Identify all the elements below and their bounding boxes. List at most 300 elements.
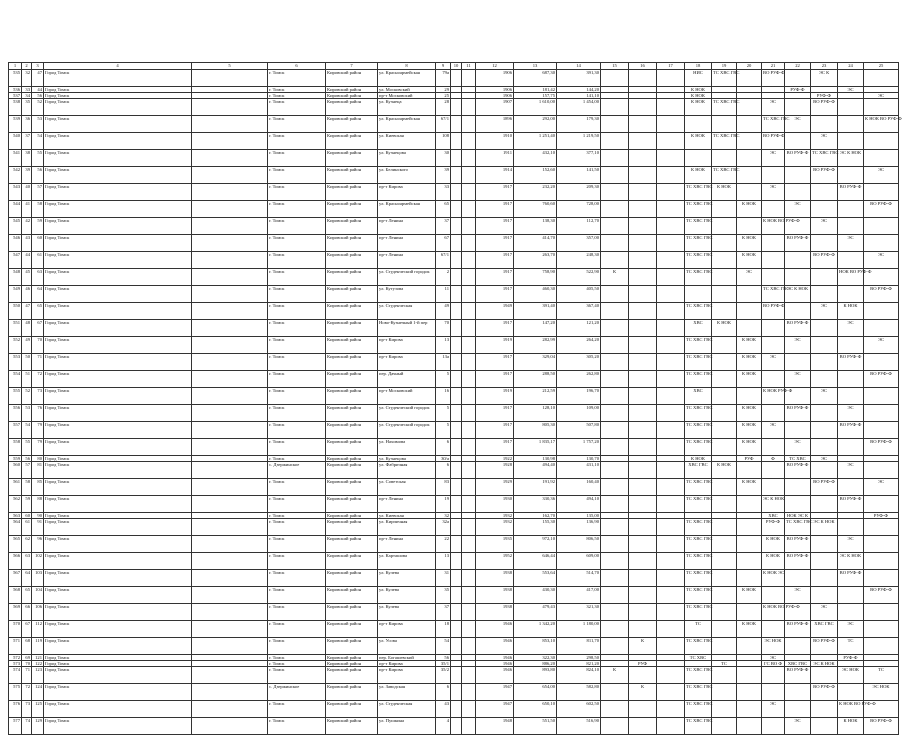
table-cell	[657, 235, 685, 252]
table-cell: ул. Студенческая	[378, 303, 436, 320]
table-cell: 576	[9, 701, 22, 718]
table-cell: Кировский район	[326, 320, 378, 337]
table-cell: Кировский район	[326, 667, 378, 684]
table-cell: ЭС	[785, 371, 811, 388]
table-cell: ВО РУФ-Ф	[811, 479, 838, 496]
table-cell	[864, 553, 899, 570]
table-cell: НИС	[685, 70, 712, 87]
table-cell: г. Томск	[268, 456, 326, 462]
table-cell: К НОК	[838, 718, 864, 735]
table-cell: 22	[436, 536, 451, 553]
table-cell: ВО РУФ-Ф	[838, 422, 864, 439]
table-cell: ЭС	[864, 479, 899, 496]
table-cell: ул. Красноармейская	[378, 201, 436, 218]
table-cell	[629, 479, 657, 496]
table-cell: 567	[9, 570, 22, 587]
table-cell	[685, 150, 712, 167]
table-cell: ТС ХВС ГВС	[685, 701, 712, 718]
table-cell: К НОК ВО РУФ-Ф	[864, 116, 899, 133]
table-row	[9, 218, 899, 235]
table-cell: 539	[9, 116, 22, 133]
table-cell: 886,20	[514, 661, 557, 667]
table-cell	[712, 667, 737, 684]
table-cell	[192, 587, 268, 604]
table-cell	[601, 371, 629, 388]
table-cell	[712, 439, 737, 456]
table-cell: ВО РУФ-Ф	[811, 684, 838, 701]
table-cell: ТС ХВС ГВС	[685, 479, 712, 496]
table-cell: 37	[436, 218, 451, 235]
table-cell	[737, 462, 762, 479]
table-cell: 67	[32, 320, 44, 337]
table-cell: 76	[32, 405, 44, 422]
table-cell: 2	[436, 269, 451, 286]
table-cell	[462, 388, 476, 405]
table-cell	[712, 718, 737, 735]
table-cell	[657, 354, 685, 371]
table-cell	[192, 116, 268, 133]
table-cell: пр-т Ленина	[378, 496, 436, 513]
table-cell	[462, 354, 476, 371]
table-cell: 1946	[476, 621, 514, 638]
table-cell: ТС ХВС ГВС	[685, 269, 712, 286]
table-cell: 562	[9, 496, 22, 513]
table-cell	[864, 303, 899, 320]
table-cell: Город Томск	[44, 479, 192, 496]
table-cell: ТС ХВС ГВС	[685, 667, 712, 684]
table-cell	[657, 388, 685, 405]
table-cell: 460,30	[514, 286, 557, 303]
table-cell	[601, 133, 629, 150]
table-cell: ТС ХВС	[685, 655, 712, 661]
table-cell: 79а	[436, 70, 451, 87]
table-cell: 405,50	[557, 286, 601, 303]
table-cell: 516,90	[557, 718, 601, 735]
table-cell: ЭС К НОК	[838, 150, 864, 167]
table-cell	[737, 99, 762, 116]
table-cell: Кировский район	[326, 93, 378, 99]
table-cell	[864, 354, 899, 371]
table-cell: 32	[22, 70, 32, 87]
table-cell: Кировский район	[326, 354, 378, 371]
table-cell	[451, 587, 462, 604]
table-cell	[462, 167, 476, 184]
table-cell	[811, 496, 838, 513]
table-cell: г. Томск	[268, 701, 326, 718]
table-cell: 68	[22, 638, 32, 655]
table-cell: Город Томск	[44, 201, 192, 218]
table-cell	[601, 638, 629, 655]
table-cell	[451, 184, 462, 201]
table-cell: 32а	[436, 519, 451, 536]
table-cell	[462, 184, 476, 201]
table-cell: г. Томск	[268, 371, 326, 388]
table-cell: пр-т Московский	[378, 93, 436, 99]
table-cell	[657, 422, 685, 439]
table-cell: 572	[9, 655, 22, 661]
table-cell	[838, 684, 864, 701]
table-cell: 108	[436, 133, 451, 150]
table-cell: 537	[9, 93, 22, 99]
column-header: 9	[436, 63, 451, 70]
table-cell: 31	[436, 570, 451, 587]
table-cell: 1910	[476, 133, 514, 150]
table-cell: 577	[9, 718, 22, 735]
table-cell	[864, 99, 899, 116]
table-row	[9, 684, 899, 701]
table-cell: 51	[22, 371, 32, 388]
table-cell: 47	[32, 70, 44, 87]
table-cell	[737, 718, 762, 735]
table-cell: Ф	[762, 456, 785, 462]
table-cell: Ново-Кузнечный 1-й пер	[378, 320, 436, 337]
table-cell	[629, 167, 657, 184]
table-cell	[629, 604, 657, 621]
table-cell: Город Томск	[44, 167, 192, 184]
table-cell: 1917	[476, 354, 514, 371]
table-cell: ВО РУФ-Ф	[811, 252, 838, 269]
table-cell: 6	[436, 439, 451, 456]
table-cell: 805,30	[514, 422, 557, 439]
table-cell: 65	[22, 587, 32, 604]
table-cell	[629, 667, 657, 684]
table-cell: ЭС	[785, 587, 811, 604]
table-cell	[629, 252, 657, 269]
table-cell: 1932	[476, 513, 514, 519]
table-cell	[192, 422, 268, 439]
table-cell	[811, 116, 838, 133]
table-cell: 573	[9, 661, 22, 667]
table-cell: 972,10	[514, 536, 557, 553]
table-cell	[785, 701, 811, 718]
table-cell: 83	[436, 479, 451, 496]
table-cell	[838, 519, 864, 536]
table-cell	[629, 718, 657, 735]
table-cell: г. Томск	[268, 116, 326, 133]
table-cell: г. Томск	[268, 252, 326, 269]
table-cell	[838, 201, 864, 218]
table-cell	[192, 337, 268, 354]
table-cell	[657, 684, 685, 701]
table-cell	[451, 252, 462, 269]
table-cell	[629, 536, 657, 553]
table-cell: г. Томск	[268, 388, 326, 405]
table-row	[9, 337, 899, 354]
table-cell: 181,42	[514, 87, 557, 93]
table-cell: 824,10	[557, 667, 601, 684]
table-cell: ХВС	[685, 320, 712, 337]
table-cell: К НОК	[685, 87, 712, 93]
table-cell: г. Томск	[268, 269, 326, 286]
table-cell	[762, 252, 785, 269]
table-cell	[712, 587, 737, 604]
table-row	[9, 167, 899, 184]
table-row	[9, 133, 899, 150]
table-cell: Город Томск	[44, 388, 192, 405]
table-cell: 1928	[476, 462, 514, 479]
table-cell: Город Томск	[44, 655, 192, 661]
table-cell	[864, 570, 899, 587]
table-cell: ВО РУФ-Ф	[785, 150, 811, 167]
table-cell	[737, 701, 762, 718]
table-cell: г. Томск	[268, 337, 326, 354]
table-cell: 39	[22, 167, 32, 184]
table-cell	[712, 479, 737, 496]
table-cell	[712, 218, 737, 235]
table-row	[9, 286, 899, 303]
table-cell: г. Томск	[268, 479, 326, 496]
table-cell	[601, 536, 629, 553]
table-cell	[838, 99, 864, 116]
table-cell	[192, 133, 268, 150]
table-cell: ул. Студенческий городок	[378, 422, 436, 439]
table-cell: ТС ХВС ГВС	[685, 405, 712, 422]
table-cell	[657, 303, 685, 320]
table-cell: 321,30	[557, 604, 601, 621]
table-cell	[601, 462, 629, 479]
table-cell	[451, 303, 462, 320]
table-cell: 430,30	[514, 587, 557, 604]
table-cell	[762, 479, 785, 496]
table-cell: 48	[22, 320, 32, 337]
table-cell: ЭС	[864, 252, 899, 269]
table-cell: 56	[436, 655, 451, 661]
table-cell	[601, 167, 629, 184]
table-cell	[601, 201, 629, 218]
table-cell: 551,50	[514, 718, 557, 735]
table-cell: ТС ХВС ГВС	[685, 553, 712, 570]
table-cell	[451, 320, 462, 337]
table-cell: Кировский район	[326, 496, 378, 513]
table-cell: К НОК	[737, 422, 762, 439]
table-cell	[451, 553, 462, 570]
column-header: 12	[476, 63, 514, 70]
table-cell: К НОК	[685, 99, 712, 116]
table-cell	[629, 116, 657, 133]
table-cell	[629, 553, 657, 570]
table-cell: пр-т Кирова	[378, 184, 436, 201]
table-cell: ул. Карташова	[378, 553, 436, 570]
table-cell	[657, 337, 685, 354]
table-cell: ТС ХВС ГВС	[685, 604, 712, 621]
table-cell	[451, 201, 462, 218]
table-cell: 821,20	[557, 661, 601, 667]
table-cell: пр-т Кирова	[378, 354, 436, 371]
table-cell: ВО РУФ-Ф	[811, 167, 838, 184]
table-cell: 1946	[476, 638, 514, 655]
table-cell: 551	[9, 320, 22, 337]
table-cell: 121,20	[557, 320, 601, 337]
table-cell: пр-т Кирова	[378, 661, 436, 667]
table-cell: 57	[32, 184, 44, 201]
table-cell: 16	[436, 388, 451, 405]
table-cell: 66	[22, 604, 32, 621]
table-cell	[712, 422, 737, 439]
table-cell: 121	[32, 655, 44, 661]
table-cell	[601, 587, 629, 604]
table-cell: ВО РУФ-Ф	[762, 303, 785, 320]
table-cell: РУФ-Ф	[811, 93, 838, 99]
table-cell: ВО РУФ-Ф	[838, 184, 864, 201]
table-cell	[451, 388, 462, 405]
table-cell: Город Томск	[44, 150, 192, 167]
table-cell: Кировский район	[326, 684, 378, 701]
table-cell: 1906	[476, 87, 514, 93]
table-row	[9, 405, 899, 422]
table-cell	[629, 519, 657, 536]
table-row	[9, 388, 899, 405]
table-cell	[811, 371, 838, 388]
table-cell	[762, 684, 785, 701]
table-cell: Кировский район	[326, 70, 378, 87]
table-cell: 141,10	[557, 93, 601, 99]
table-cell: 124	[32, 684, 44, 701]
table-cell: РУФ-Ф	[762, 519, 785, 536]
table-cell: г. Томск	[268, 405, 326, 422]
table-cell: 32	[436, 513, 451, 519]
table-cell	[785, 638, 811, 655]
table-cell	[737, 388, 762, 405]
table-cell: г. Томск	[268, 184, 326, 201]
table-cell	[601, 479, 629, 496]
table-cell	[462, 252, 476, 269]
table-cell: 152,60	[514, 167, 557, 184]
table-cell: ХВС ГВС	[811, 621, 838, 638]
table-cell	[712, 621, 737, 638]
table-cell: ТС ХВС ГВС	[685, 252, 712, 269]
table-cell: 13	[436, 553, 451, 570]
table-cell	[462, 684, 476, 701]
table-cell	[601, 218, 629, 235]
table-cell: 542	[9, 167, 22, 184]
table-cell	[838, 116, 864, 133]
table-cell: 1 251,40	[514, 133, 557, 150]
table-cell: г. Томск	[268, 201, 326, 218]
table-cell	[462, 286, 476, 303]
table-cell: ВО РУФ-Ф	[785, 320, 811, 337]
table-cell: ТС ХВС ГВС	[685, 718, 712, 735]
table-cell	[192, 462, 268, 479]
table-cell: 559	[9, 456, 22, 462]
table-cell: Кировский район	[326, 201, 378, 218]
table-cell: РУФ	[629, 661, 657, 667]
table-cell	[462, 116, 476, 133]
table-cell: 1 757,20	[557, 439, 601, 456]
table-cell	[657, 604, 685, 621]
table-cell	[601, 405, 629, 422]
table-cell: ЭС	[838, 87, 864, 93]
table-cell	[601, 701, 629, 718]
table-cell: ТС ХВС ГВС	[685, 496, 712, 513]
table-cell	[451, 570, 462, 587]
table-cell: 13	[436, 337, 451, 354]
table-cell: 377,10	[557, 150, 601, 167]
column-header: 4	[44, 63, 192, 70]
table-cell: 728,00	[557, 201, 601, 218]
table-cell: ул. Фабричная	[378, 462, 436, 479]
table-cell: ЭС	[811, 456, 838, 462]
table-cell: г. Томск	[268, 422, 326, 439]
table-cell: г. Томск	[268, 553, 326, 570]
table-cell	[451, 422, 462, 439]
table-cell: 554	[9, 371, 22, 388]
table-cell	[762, 320, 785, 337]
table-cell	[192, 371, 268, 388]
table-cell: 56	[32, 167, 44, 184]
table-cell: 128,10	[514, 405, 557, 422]
table-cell	[192, 496, 268, 513]
table-cell: г. Томск	[268, 570, 326, 587]
table-cell: ЭС	[785, 718, 811, 735]
table-cell: ул. Студенческий городок	[378, 405, 436, 422]
table-cell: Город Томск	[44, 116, 192, 133]
table-cell	[629, 462, 657, 479]
table-cell: ТС ХВС ГВС	[685, 570, 712, 587]
table-cell	[762, 667, 785, 684]
table-cell	[864, 621, 899, 638]
table-cell: 264,20	[557, 337, 601, 354]
table-cell	[451, 496, 462, 513]
table-cell: 553	[9, 354, 22, 371]
table-cell: 1935	[476, 536, 514, 553]
table-cell: 391,30	[557, 70, 601, 87]
table-cell: ВО РУФ-Ф	[811, 99, 838, 116]
table-cell	[737, 116, 762, 133]
table-cell: Кировский район	[326, 87, 378, 93]
table-cell: 560	[9, 462, 22, 479]
table-cell	[838, 439, 864, 456]
table-cell: 35	[436, 587, 451, 604]
table-cell: 70	[32, 337, 44, 354]
table-cell: Город Томск	[44, 269, 192, 286]
table-cell	[785, 99, 811, 116]
table-cell	[192, 320, 268, 337]
table-cell: 54	[22, 422, 32, 439]
table-cell	[451, 371, 462, 388]
table-cell	[451, 167, 462, 184]
table-cell: 88	[32, 496, 44, 513]
table-cell: 6	[436, 684, 451, 701]
table-cell	[712, 354, 737, 371]
table-cell: Город Томск	[44, 87, 192, 93]
table-row	[9, 252, 899, 269]
table-cell: К НОК	[737, 201, 762, 218]
table-cell	[601, 70, 629, 87]
table-cell: 157,75	[514, 93, 557, 99]
table-cell	[451, 286, 462, 303]
table-cell: 55	[32, 150, 44, 167]
table-cell	[762, 462, 785, 479]
table-cell	[737, 604, 762, 621]
table-cell: 305,20	[557, 354, 601, 371]
table-cell: ЭС	[785, 337, 811, 354]
table-cell: 130,98	[514, 456, 557, 462]
table-cell: НОК ВО РУФ-Ф	[838, 269, 864, 286]
table-cell	[737, 496, 762, 513]
table-cell: 556	[9, 405, 22, 422]
table-row	[9, 371, 899, 388]
table-cell: 30	[436, 150, 451, 167]
table-cell	[629, 587, 657, 604]
table-cell: 232,20	[514, 184, 557, 201]
table-cell: Кировский район	[326, 167, 378, 184]
table-cell: 64	[32, 286, 44, 303]
table-cell	[192, 479, 268, 496]
table-cell: г. Томск	[268, 513, 326, 519]
table-cell	[629, 496, 657, 513]
table-cell	[462, 303, 476, 320]
table-cell	[462, 496, 476, 513]
